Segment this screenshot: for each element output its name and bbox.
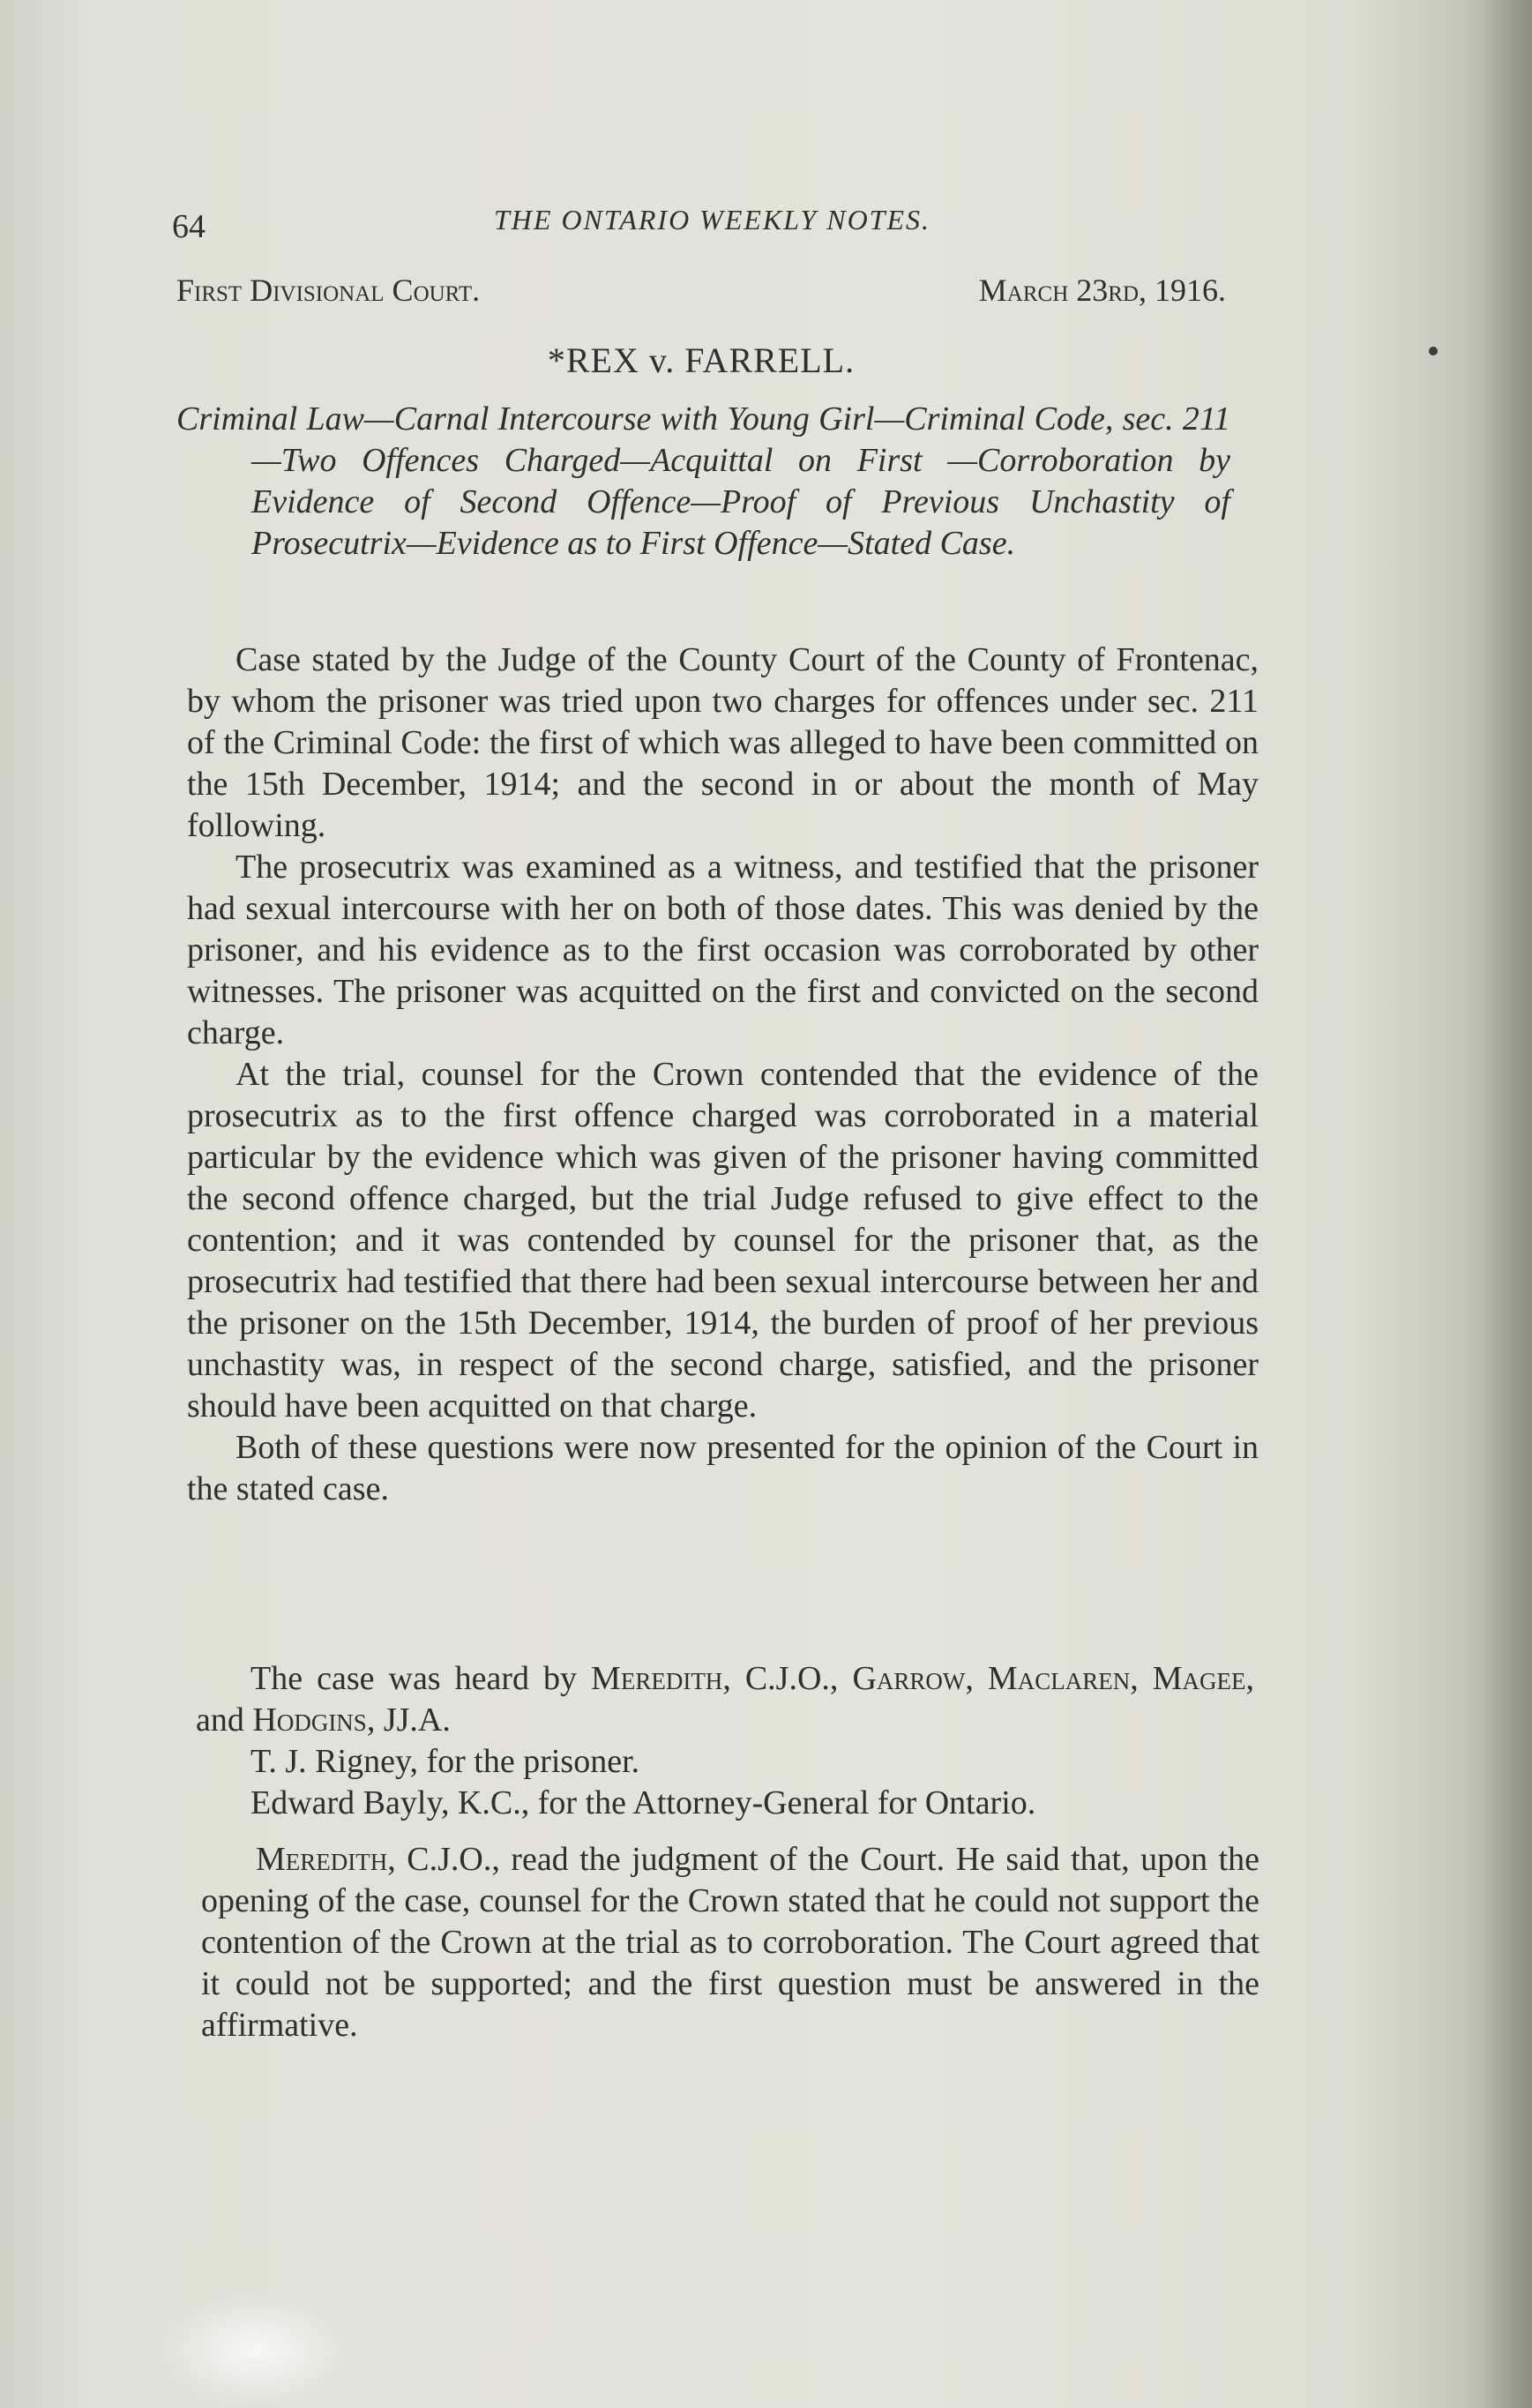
bench-text: ,: [1130, 1660, 1153, 1697]
bench-text: , C.J.O.,: [722, 1660, 853, 1697]
judgment-judge: Meredith: [256, 1841, 388, 1878]
bench-prefix: The case was heard by: [250, 1660, 592, 1697]
running-title: THE ONTARIO WEEKLY NOTES.: [493, 204, 931, 236]
judge-name: Magee: [1152, 1660, 1246, 1697]
paragraph-4: Both of these questions were now presented for the opinion of the Court in the stated case.: [187, 1429, 1259, 1507]
headnote: [176, 399, 1230, 565]
paragraph-2: The prosecutrix was examined as a witness, and testified that the prisoner had sexual intercourse with her on both of those dates. This was denied by the prisoner, and his evidence as to the first occasion was corroborated by other witnesses. The prisoner was acquitted on the first and convicted on the second charge.: [187, 849, 1259, 1051]
case-statement: [187, 639, 1259, 1510]
judgment-text: , C.J.O., read the judgment of the Court. He said that, upon the opening of the case, counsel for the Crown stated that he could not support the contention of the Crown at the trial as to corroboration. The Court agreed that it could not be supported; and the first question must be answered in the affirmative.: [201, 1841, 1259, 2044]
bench-suffix: , JJ.A.: [366, 1701, 451, 1739]
counsel-crown: Edward Bayly, K.C., for the Attorney-General for Ontario.: [250, 1784, 1036, 1821]
paragraph-3: At the trial, counsel for the Crown contended that the evidence of the prosecutrix as to the first offence charged was corroborated in a material particular by the evidence which was given of the prisoner having committed the second offence charged, but the trial Judge refused to give effect to the contention; and it was contended by counsel for the prisoner that, as the prosecutrix had testified that there had been sexual intercourse between her and the prisoner on the 15th December, 1914, the burden of proof of her previous unchastity was, in respect of the second charge, satisfied, and the prisoner should have been acquitted on that charge.: [187, 1056, 1259, 1425]
judge-name: Hodgins: [252, 1701, 367, 1739]
court-name: First Divisional Court.: [176, 273, 481, 308]
hearing-block: [196, 1658, 1254, 1824]
court-date-line: [176, 270, 1226, 314]
paragraph-1: Case stated by the Judge of the County Court of the County of Frontenac, by whom the prisoner was tried upon two charges for offences under sec. 211 of the Criminal Code: the first of which was alleged to have been committed on the 15th December, 1914; and the second in or about the month of May following.: [187, 641, 1259, 844]
page-gutter-shadow: [1479, 0, 1532, 2408]
judge-name: Meredith: [591, 1660, 723, 1697]
ink-speck: [1429, 347, 1438, 355]
judge-name: Maclaren: [987, 1660, 1131, 1697]
judgment-block: [201, 1839, 1259, 2046]
headnote-text: Criminal Law—Carnal Intercourse with Young Girl—Criminal Code, sec. 211—Two Offences Charged—Acquittal on First —Corroboration by Evidence of Second Offence—Proof of Previous Unchastity of Prosecutrix—Evidence as to First Offence—Stated Case.: [176, 400, 1230, 562]
counsel-prisoner: T. J. Rigney, for the prisoner.: [250, 1743, 640, 1780]
decision-date: March 23rd, 1916.: [978, 273, 1226, 308]
case-title: *REX v. FARRELL.: [547, 340, 856, 380]
page-corner-wear: [159, 2293, 353, 2408]
judgment-paragraph: [201, 1839, 1259, 2046]
bench-text: ,: [965, 1660, 988, 1697]
judge-name: Garrow: [852, 1660, 966, 1697]
running-header: [172, 199, 1252, 252]
bench-line: [196, 1658, 1254, 1741]
bench-text: , and: [196, 1660, 1255, 1739]
page-number: 64: [172, 208, 206, 245]
